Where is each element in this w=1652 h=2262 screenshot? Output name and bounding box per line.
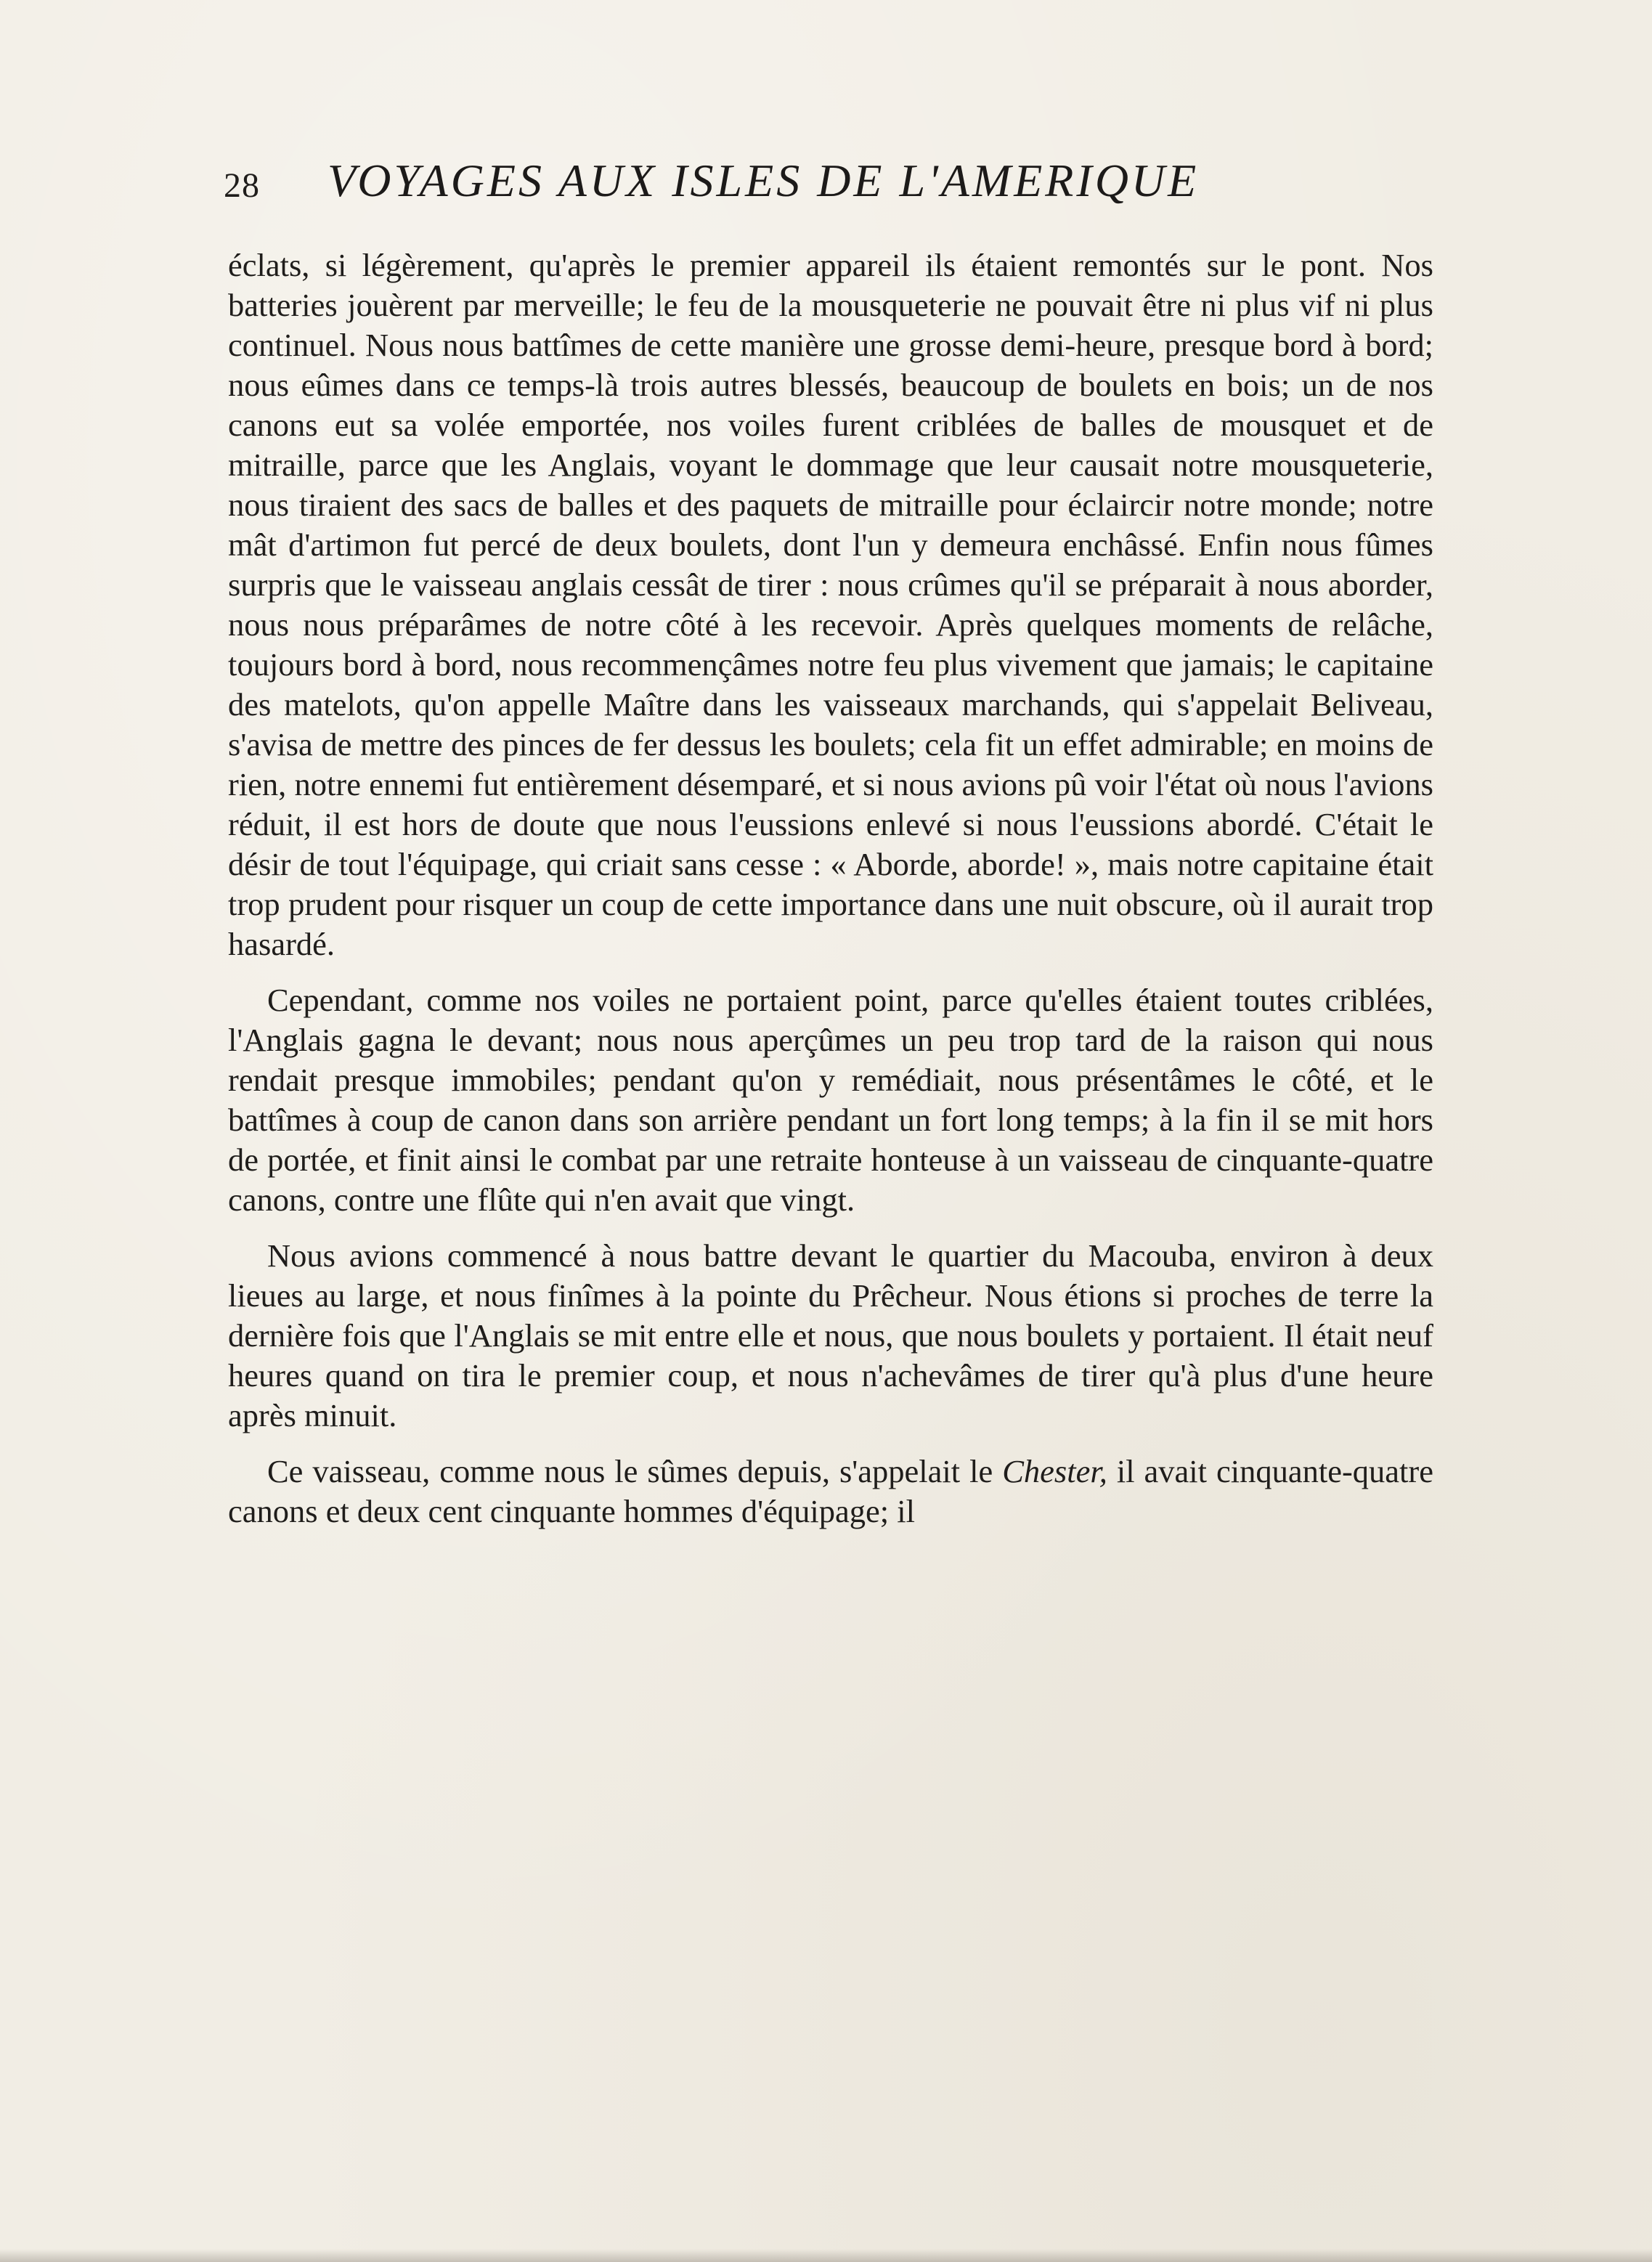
paragraph: Nous avions commencé à nous battre devant le quartier du Macouba, environ à deux lieues au large, et nous finîmes à la pointe du Prêcheur. Nous étions si proches de terre la dernière fois que l'Anglais se mit entre elle et nous, que nous boulets y portaient. Il était neuf heures quand on tira le premier coup, et nous n'achevâmes de tirer qu'à plus d'une heure après minuit. — [228, 1237, 1433, 1433]
paragraph: Cependant, comme nos voiles ne portaient point, parce qu'elles étaient toutes criblées, l'Anglais gagna le devant; nous nous aperçûmes un peu trop tard de la raison qui nous rendait presque immobiles; pendant qu'on y remédiait, nous présentâmes le côté, et le battîmes à coup de canon dans son arrière pendant un fort long temps; à la fin il se mit hors de portée, et finit ainsi le combat par une retraite honteuse à un vaisseau de cinquante-quatre canons, contre une flûte qui n'en avait que vingt. — [228, 982, 1433, 1218]
paragraph-text: Ce vaisseau, comme nous le sûmes depuis, s'appelait le — [267, 1453, 1003, 1489]
body-text — [228, 245, 1433, 1531]
page-edge-shadow — [0, 2249, 1652, 2262]
paragraph-text: il avait cinquante-quatre canons et deux cent cinquante hommes d'équipage; il — [228, 1453, 1433, 1529]
running-head — [224, 154, 1444, 212]
page-number: 28 — [224, 166, 260, 205]
paragraph-last — [228, 1452, 1433, 1531]
ship-name: Chester, — [1002, 1453, 1107, 1489]
paragraph-continued: éclats, si légèrement, qu'après le premier appareil ils étaient remontés sur le pont. Nos batteries jouèrent par merveille; le feu de la mousqueterie ne pouvait être ni plus vif ni plus continuel. Nous nous battîmes de cette manière une grosse demi-heure, presque bord à bord; nous eûmes dans ce temps-là trois autres blessés, beaucoup de boulets en bois; un de nos canons eut sa volée emportée, nos voiles furent criblées de balles de mousquet et de mitraille, parce que les Anglais, voyant le dommage que leur causait notre mousqueterie, nous tiraient des sacs de balles et des paquets de mitraille pour éclaircir notre monde; notre mât d'artimon fut percé de deux boulets, dont l'un y demeura enchâssé. Enfin nous fûmes surpris que le vaisseau anglais cessât de tirer : nous crûmes qu'il se préparait à nous aborder, nous nous préparâmes de notre côté à les recevoir. Après quelques moments de relâche, toujours bord à bord, nous recommençâmes notre feu plus vivement que jamais; le capitaine des matelots, qu'on appelle Maître dans les vaisseaux marchands, qui s'appelait Beliveau, s'avisa de mettre des pinces de fer dessus les boulets; cela fit un effet admirable; en moins de rien, notre ennemi fut entièrement désemparé, et si nous avions pû voir l'état où nous l'avions réduit, il est hors de doute que nous l'eussions enlevé si nous l'eussions abordé. C'était le désir de tout l'équipage, qui criait sans cesse : « Aborde, aborde! », mais notre capitaine était trop prudent pour risquer un coup de cette importance dans une nuit obscure, où il aurait trop hasardé. — [228, 247, 1433, 962]
running-title: VOYAGES AUX ISLES DE L'AMERIQUE — [327, 155, 1200, 206]
